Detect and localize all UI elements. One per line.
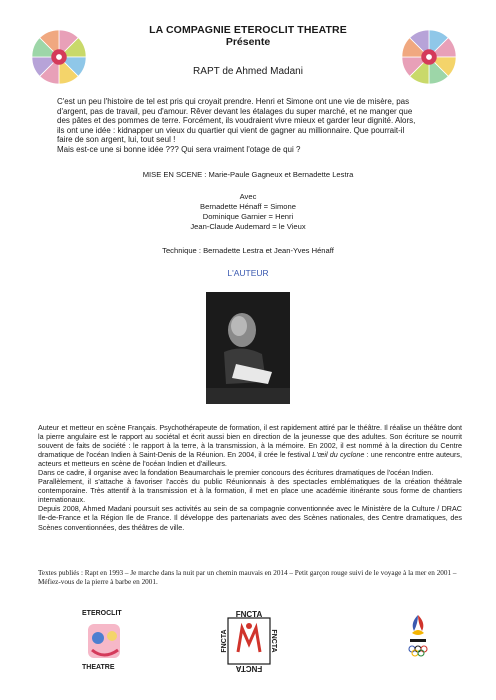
company-title: LA COMPAGNIE ETEROCLIT THEATRE xyxy=(149,24,347,36)
bio-paragraph: Dans ce cadre, il organise avec la fondation Beaumarchais le premier concours des écritures dramatiques de l'océan Indien. xyxy=(38,468,434,478)
svg-text:FNCTA: FNCTA xyxy=(235,664,263,673)
cast-line: Bernadette Hénaff = Simone xyxy=(200,202,296,211)
fncta-logo xyxy=(220,608,278,674)
eteroclit-logo-text-top: ETEROCLIT xyxy=(82,610,122,617)
intro-line: faire de son argent, lui, tout seul ! xyxy=(57,135,176,145)
cast-line: Jean-Claude Audemard = le Vieux xyxy=(190,222,306,231)
bio-paragraph: Depuis 2008, Ahmed Madani poursuit ses activités au sein de sa compagnie conventionnée avec le Ministère de la Culture / DRAC Ile-de-France et la Région Ile de France. Il développe des partenariats avec des Scènes nationales, des Centre dramatiques, des Scènes conventionnées, des théâtres de ville. xyxy=(38,504,462,532)
play-title: RAPT de Ahmed Madani xyxy=(193,66,303,77)
intro-line: des pâtes et des pommes de terre. Forcément, ils voudraient vivre mieux et garder leur dignité. Alors, xyxy=(57,116,416,126)
avec-label: Avec xyxy=(239,192,257,201)
author-biography xyxy=(38,423,462,532)
intro-line: d'argent, pas de travail, peu d'amour. Rêver devant les étalages du super marché, et ne manger que xyxy=(57,106,413,116)
intro-line: ils ont une idée : kidnapper un vieux du quartier qui vient de gagner au millionnaire. Que pourrait-il xyxy=(57,125,405,135)
svg-text:FNCTA: FNCTA xyxy=(235,610,263,619)
festival-name: L'œil du cyclone xyxy=(312,450,365,460)
cast-line: Dominique Garnier = Henri xyxy=(202,212,294,221)
presents-label: Présente xyxy=(225,36,271,48)
eteroclit-logo xyxy=(74,620,136,664)
bio-paragraph: Parallèlement, il s'attache à favoriser l'accès du public Réunionnais à des spectacles emblématiques de la création théâtrale contemporaine. Très attentif à la transmission et à la formation, il met en place une académie itinérante sous forme de chantiers internationaux. xyxy=(38,477,462,505)
author-photo xyxy=(206,292,290,404)
olympic-games-logo xyxy=(404,613,432,659)
intro-paragraph xyxy=(57,97,442,155)
svg-text:FNCTA: FNCTA xyxy=(221,629,228,653)
bio-paragraph: Auteur et metteur en scène Français. Psychothérapeute de formation, il est rapidement attiré par le théâtre. Il réalise un théâtre dont la pierre angulaire est le rapport au sociétal et écrit aussi bien en direction de la jeunesse que des adultes. Son écriture se nourrit souvent de faits de société : le rapport à la terre, à la transmission, à la mémoire. En 2002, il est nommé à la direction du Centre dramatique de l'océan Indien à Saint-Denis de la Réunion. En 2004, il crée le festival L'œil du cyclone : une rencontre entre auteurs, acteurs et metteurs en scène de l'océan Indien et d'ailleurs. xyxy=(38,423,462,469)
published-texts: Textes publiés : Rapt en 1993 – Je marche dans la nuit par un chemin mauvais en 2014 – Petit garçon rouge suivi de le voyage à la mer en 2001 – Méfiez-vous de la pierre à barbe en 2001. xyxy=(38,569,457,587)
mise-en-scene: MISE EN SCENE : Marie-Paule Gagneux et Bernadette Lestra xyxy=(142,170,354,179)
author-heading: L'AUTEUR xyxy=(227,268,269,278)
eteroclit-logo-text-bottom: THEATRE xyxy=(82,664,115,671)
svg-text:FNCTA: FNCTA xyxy=(270,629,277,653)
intro-line: Mais est-ce une si bonne idée ??? Qui sera vraiment l'otage de qui ? xyxy=(57,144,301,154)
intro-line: C'est un peu l'histoire de tel est pris qui croyait prendre. Henri et Simone ont une vie de misère, pas xyxy=(57,97,410,106)
technique-credit: Technique : Bernadette Lestra et Jean-Yves Hénaff xyxy=(162,246,334,255)
